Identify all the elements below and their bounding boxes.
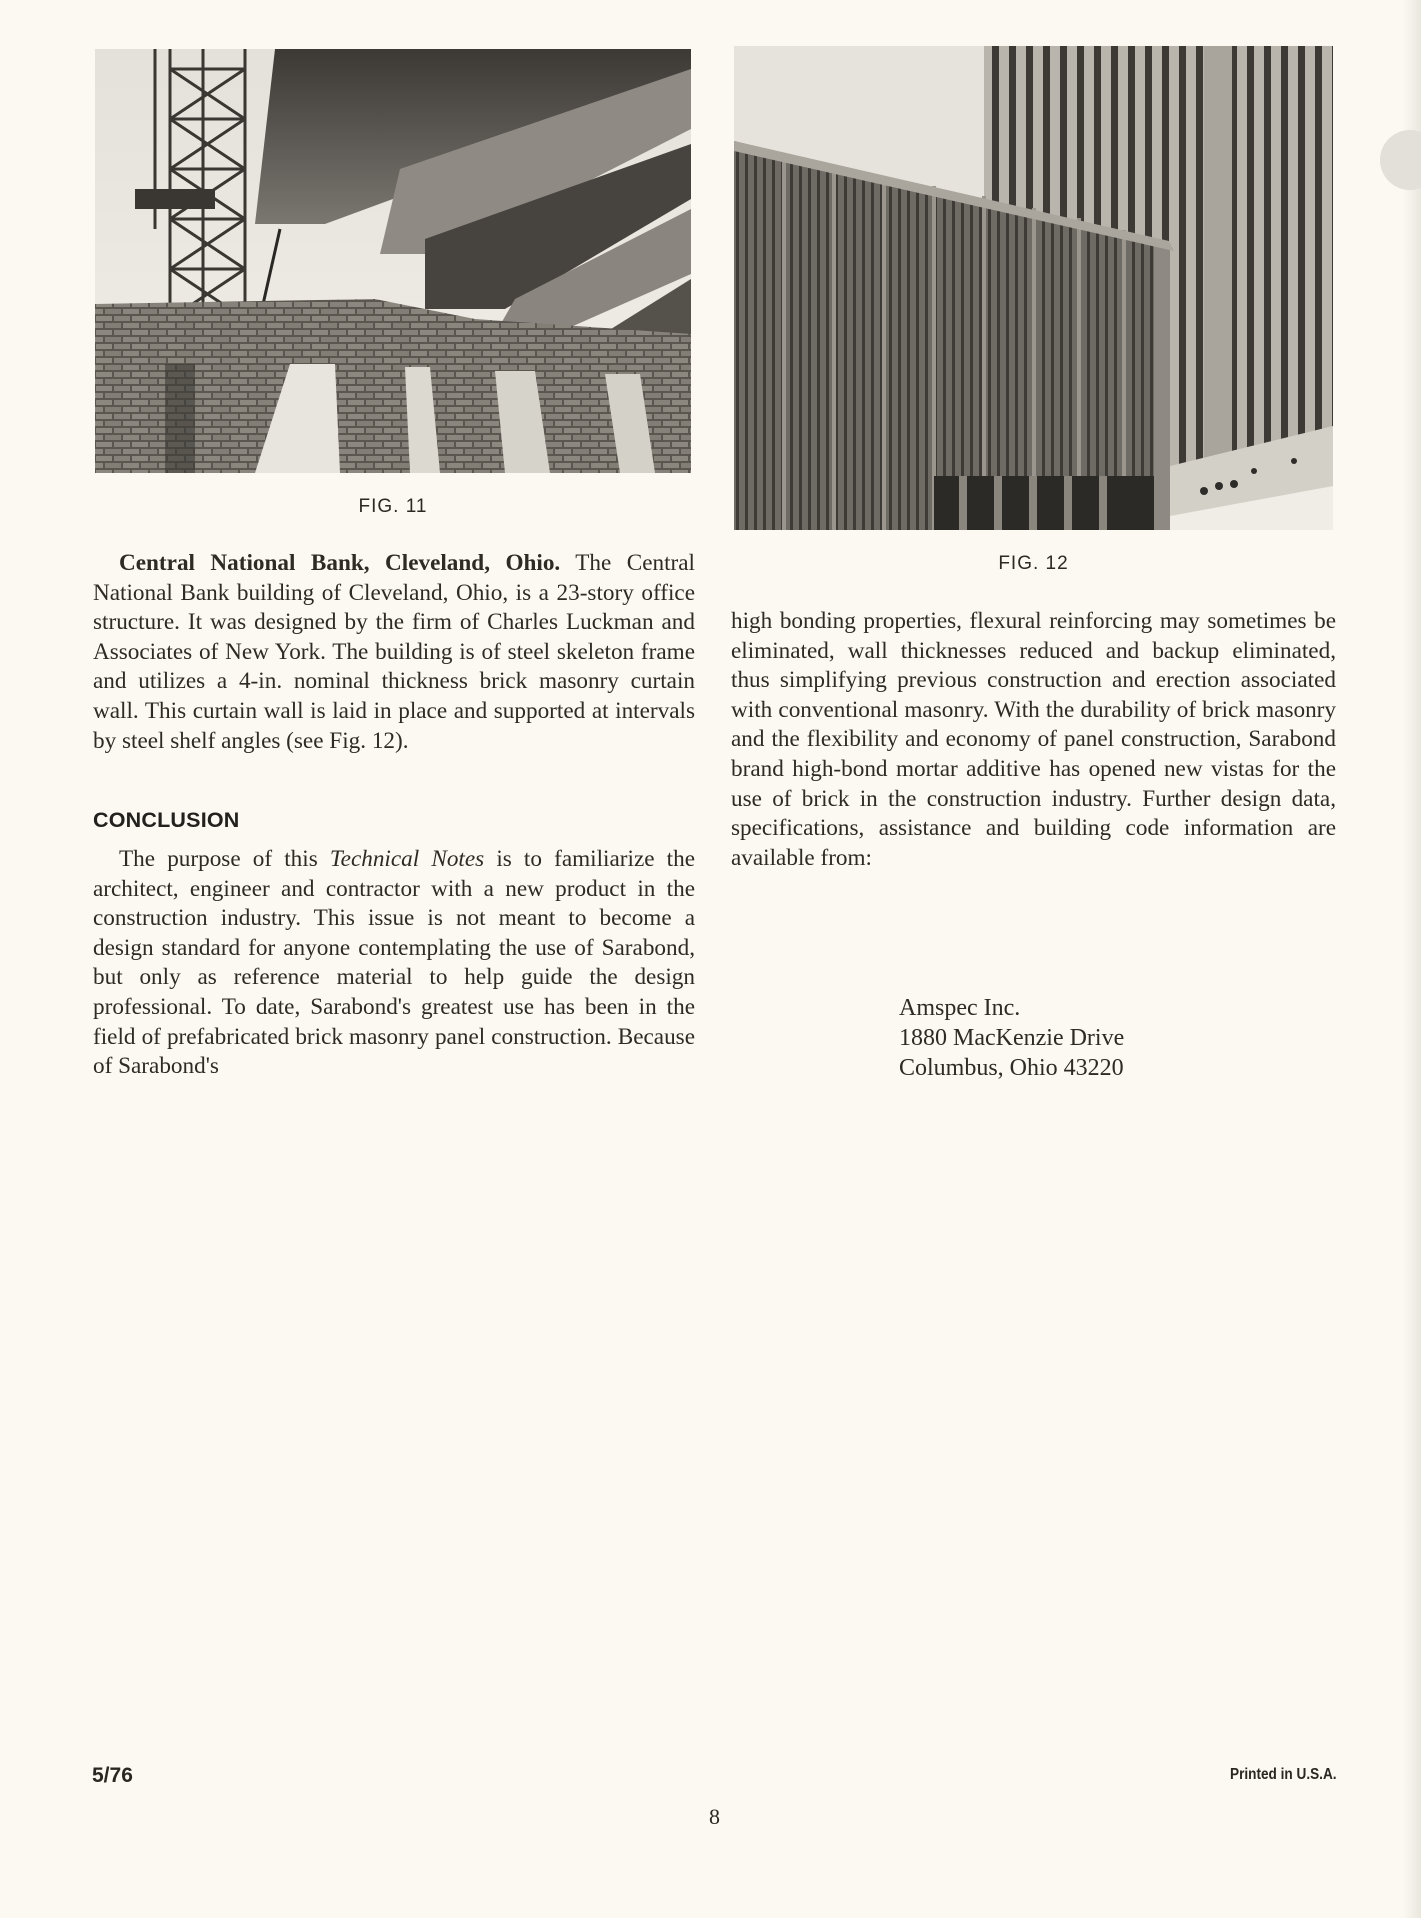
figure-11-photo [95, 49, 691, 473]
left-column-conclusion [93, 845, 695, 1082]
address-company: Amspec Inc. [899, 995, 1021, 1021]
footer-printed-in: Printed in U.S.A. [1230, 1766, 1337, 1783]
page-edge-tab [1380, 130, 1421, 190]
publication-title: Technical Notes [329, 846, 485, 872]
address-city: Columbus, Ohio 43220 [899, 1055, 1124, 1081]
paragraph-lead-title: Central National Bank, Cleveland, Ohio. [119, 550, 561, 576]
paragraph-text: is to familiarize the architect, engineer and contractor with a new product in the construction industry. This issue is not meant to become a design standard for anyone contemplating the use of Sarabond, but only as reference material to help guide the design professional. To date, Sarabond's greatest use has been in the field of prefabricated brick masonry panel construction. Because of Sarabond's [93, 846, 696, 1080]
figure-12-photo [734, 46, 1333, 530]
paragraph-continued: high bonding properties, flexural reinforcing may sometimes be eliminated, wall thicknesses reduced and backup eliminated, thus simplifying previous construction and erection associated with conventional masonry. With the durability of brick masonry and the flexibility and economy of panel construction, Sarabond brand high-bond mortar additive has opened new vistas for the use of brick in the construction industry. Further design data, specifications, assistance and building code information are available from: [731, 608, 1336, 871]
paragraph-central-national-bank [93, 549, 695, 756]
right-column [731, 607, 1336, 873]
paragraph-text: The purpose of this [119, 846, 330, 872]
figure-11-caption: FIG. 11 [358, 496, 428, 517]
address-street: 1880 MacKenzie Drive [899, 1025, 1125, 1051]
page-edge-shadow [1403, 0, 1421, 1918]
figure-12-caption: FIG. 12 [998, 553, 1069, 574]
section-heading-conclusion: CONCLUSION [93, 808, 240, 832]
page-number: 8 [709, 1804, 720, 1829]
footer-date: 5/76 [92, 1764, 133, 1787]
paragraph-conclusion [93, 845, 695, 1082]
contact-address [899, 993, 1124, 1083]
left-column-top [93, 549, 695, 756]
paragraph-body: The Central National Bank building of Cleveland, Ohio, is a 23-story office structure. It was designed by the firm of Charles Luckman and Associates of New York. The building is of steel skeleton frame and utilizes a 4-in. nominal thickness brick masonry curtain wall. This curtain wall is laid in place and supported at intervals by steel shelf angles (see Fig. 12). [93, 550, 695, 754]
